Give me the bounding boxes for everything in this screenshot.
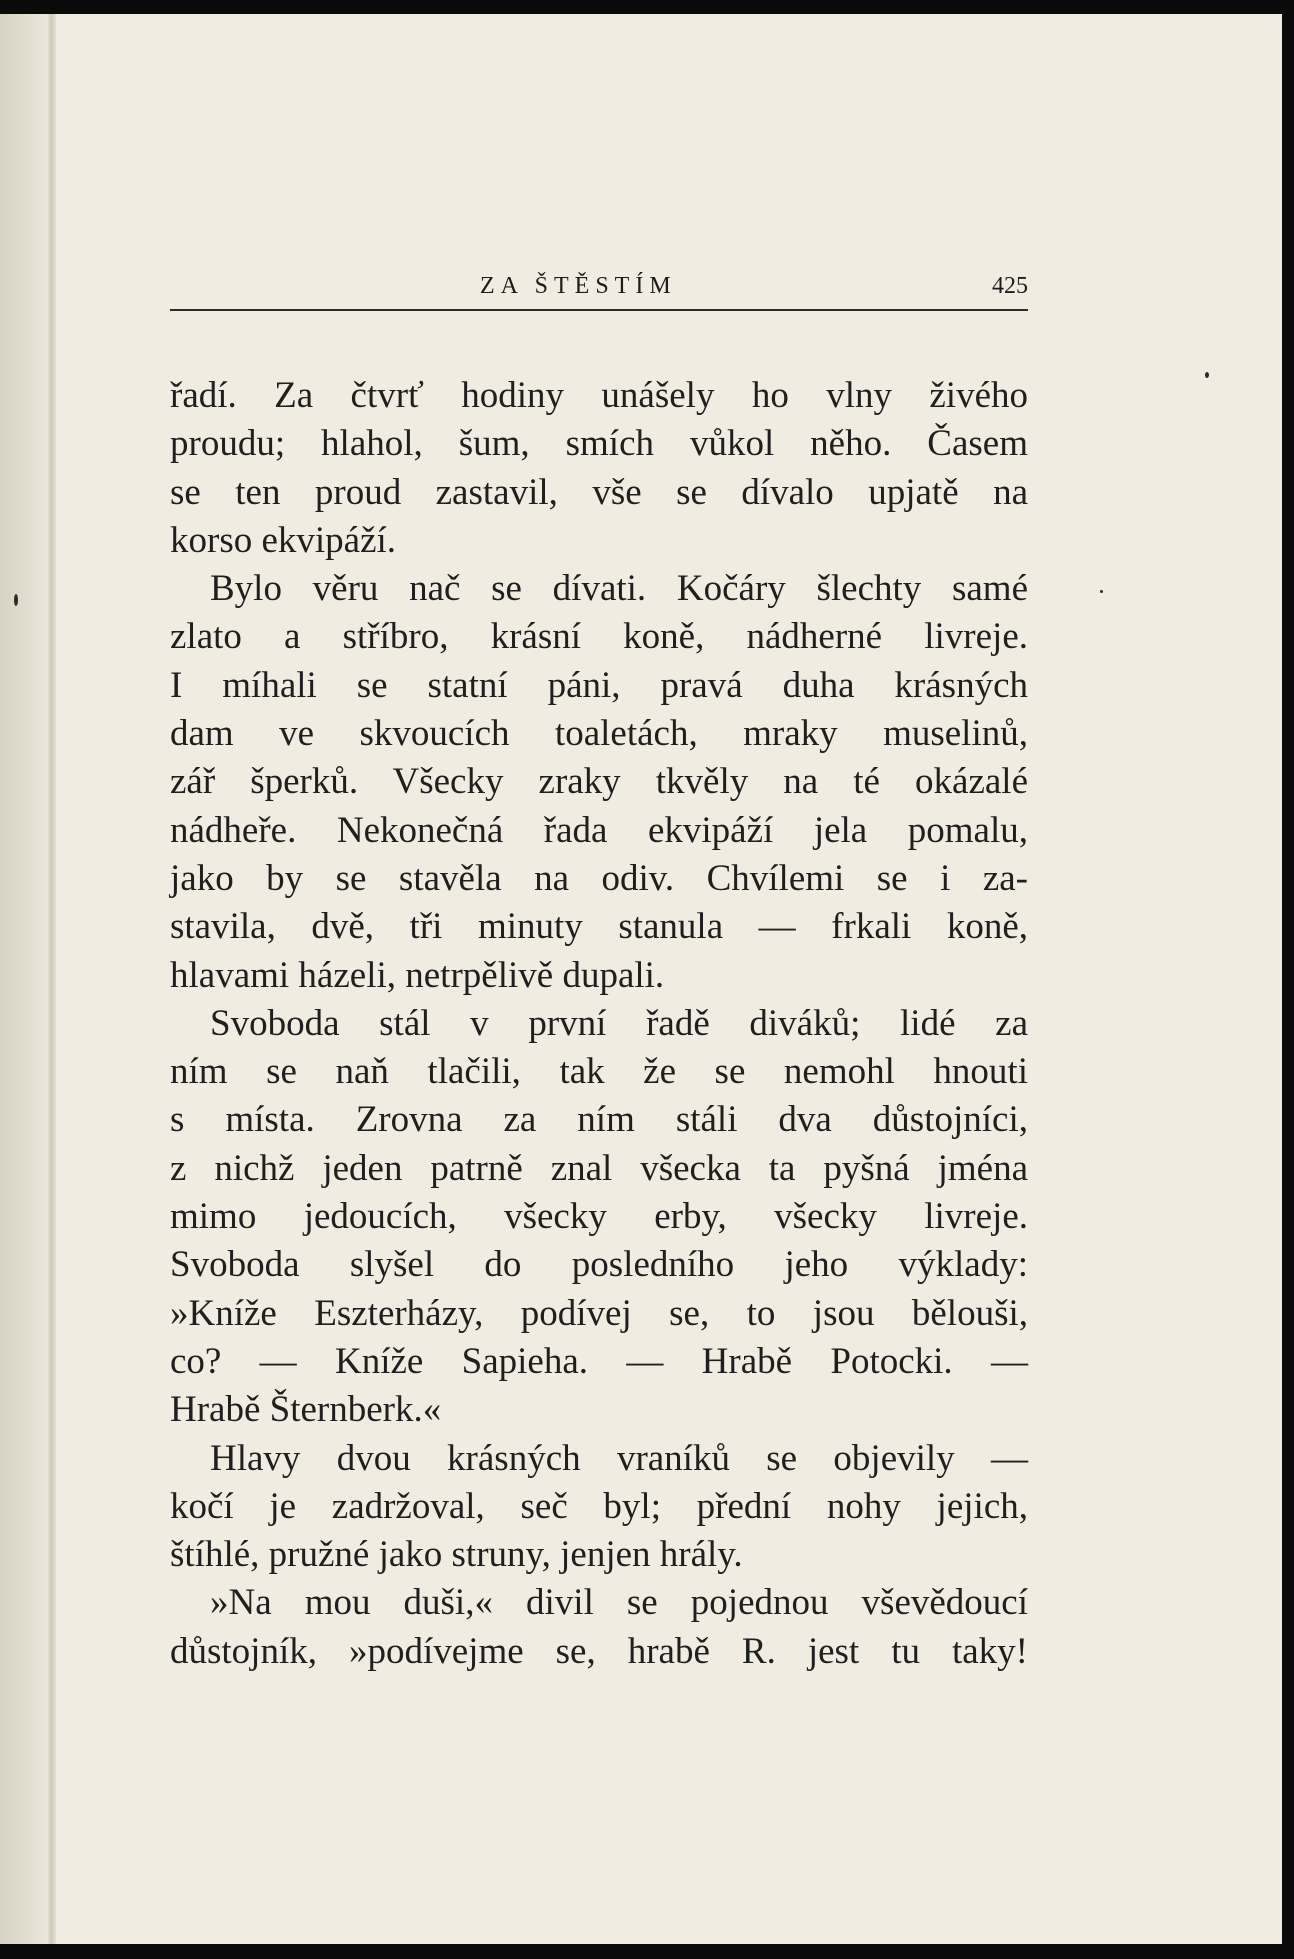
book-page	[0, 14, 1282, 1944]
text-line: korso ekvipáží.	[170, 519, 397, 561]
text-line: zlato a stříbro, krásní koně, nádherné livreje.	[170, 616, 1028, 658]
page-gutter	[48, 14, 56, 1944]
text-line: »Kníže Eszterházy, podívej se, to jsou bělouši,	[170, 1292, 1028, 1334]
text-line: proudu; hlahol, šum, smích vůkol něho. Časem	[170, 423, 1028, 465]
page-number: 425	[992, 273, 1028, 299]
text-line: co? — Kníže Sapieha. — Hrabě Potocki. —	[170, 1340, 1028, 1382]
text-line: dam ve skvoucích toaletách, mraky muselinů,	[170, 713, 1028, 755]
page-gutter-shadow	[0, 14, 48, 1944]
text-line: se ten proud zastavil, vše se dívalo upjatě na	[170, 471, 1028, 513]
text-line: zář šperků. Všecky zraky tkvěly na té okázalé	[170, 761, 1028, 803]
text-line: Hrabě Šternberk.«	[170, 1389, 442, 1431]
text-line: I míhali se statní páni, pravá duha krásných	[170, 664, 1028, 706]
text-line: ním se naň tlačili, tak že se nemohl hnouti	[170, 1051, 1028, 1093]
text-line: »Na mou duši,« divil se pojednou vševědoucí	[210, 1582, 1028, 1624]
text-line: nádheře. Nekonečná řada ekvipáží jela pomalu,	[170, 809, 1028, 851]
ink-speck	[14, 594, 18, 606]
text-line: Svoboda stál v první řadě diváků; lidé za	[210, 1002, 1028, 1044]
page-header	[170, 265, 1028, 311]
ink-speck	[1205, 372, 1209, 378]
text-line: stavila, dvě, tři minuty stanula — frkali koně,	[170, 906, 1028, 948]
text-line: štíhlé, pružné jako struny, jenjen hrály.	[170, 1534, 743, 1576]
text-line: s místa. Zrovna za ním stáli dva důstojníci,	[170, 1099, 1028, 1141]
text-line: mimo jedoucích, všecky erby, všecky livreje.	[170, 1196, 1028, 1238]
text-line: Svoboda slyšel do posledního jeho výklady:	[170, 1244, 1028, 1286]
running-title: ZA ŠTĚSTÍM	[480, 273, 677, 299]
text-line: z nichž jeden patrně znal všecka ta pyšná jména	[170, 1147, 1028, 1189]
text-line: řadí. Za čtvrť hodiny unášely ho vlny živého	[170, 375, 1028, 416]
text-line: Hlavy dvou krásných vraníků se objevily —	[210, 1437, 1028, 1479]
body-text	[170, 372, 1028, 1676]
text-line: hlavami házeli, netrpělivě dupali.	[170, 954, 665, 996]
text-line: jako by se stavěla na odiv. Chvílemi se i za-	[170, 857, 1028, 899]
ink-speck	[1100, 590, 1103, 593]
text-line: Bylo věru nač se dívati. Kočáry šlechty samé	[210, 568, 1028, 610]
text-line: kočí je zadržoval, seč byl; přední nohy jejich,	[170, 1485, 1028, 1527]
text-line: důstojník, »podívejme se, hrabě R. jest tu taky!	[170, 1630, 1028, 1672]
